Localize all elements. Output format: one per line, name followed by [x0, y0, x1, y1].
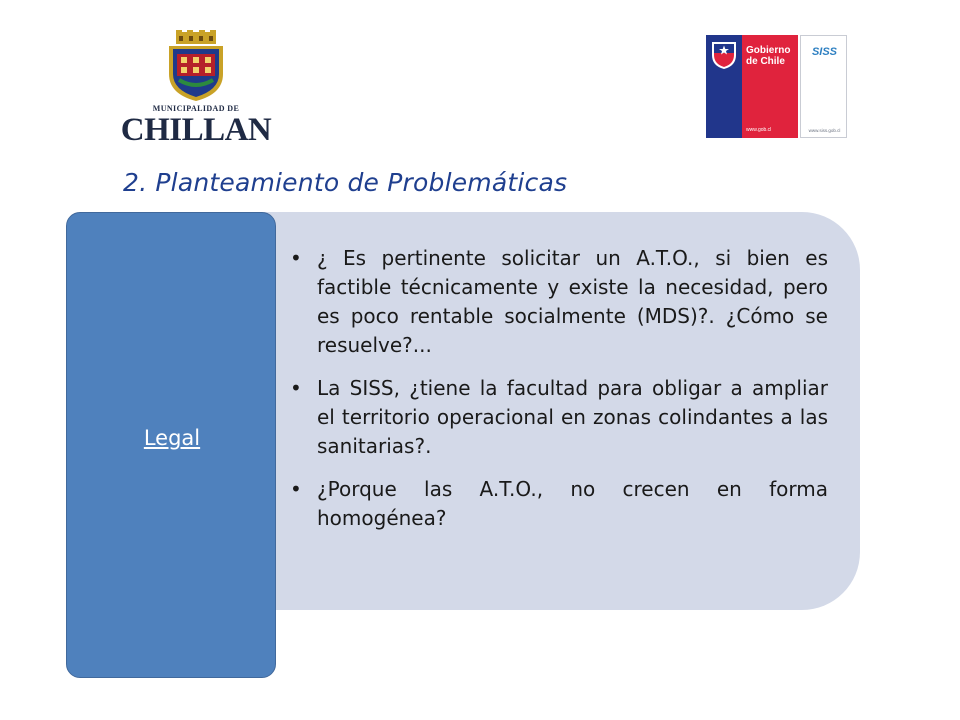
bullet-item: • ¿ Es pertinente solicitar un A.T.O., si bien es factible técnicamente y existe la necesidad, pero es poco rentable socialmente (MDS)?. ¿Cómo se resuelve?...	[286, 244, 828, 360]
bullet-list	[286, 244, 828, 547]
gobierno-line2: de Chile	[746, 56, 785, 67]
bullet-item: • ¿Porque las A.T.O., no crecen en forma homogénea?	[286, 475, 828, 533]
municipality-name: CHILLAN	[120, 112, 272, 148]
slide-title: 2. Planteamiento de Problemáticas	[123, 168, 568, 197]
gobierno-url: www.gob.cl	[746, 127, 772, 133]
municipality-logo	[118, 30, 274, 148]
legal-label[interactable]: Legal	[143, 426, 201, 450]
siss-url: www.siss.gob.cl	[808, 128, 841, 133]
coat-of-arms-icon	[163, 30, 229, 102]
chile-shield-icon	[709, 39, 739, 71]
legal-category-box	[66, 212, 276, 678]
siss-logo	[800, 35, 847, 138]
government-logo	[706, 35, 847, 138]
gobierno-text	[746, 45, 790, 67]
municipality-small-text: MUNICIPALIDAD DE	[152, 104, 240, 113]
gobierno-line1: Gobierno	[746, 45, 791, 56]
gobierno-de-chile-logo	[706, 35, 798, 138]
bullet-item: • La SISS, ¿tiene la facultad para obligar a ampliar el territorio operacional en zonas colindantes a las sanitarias?.	[286, 374, 828, 461]
siss-text: SISS	[811, 46, 838, 58]
